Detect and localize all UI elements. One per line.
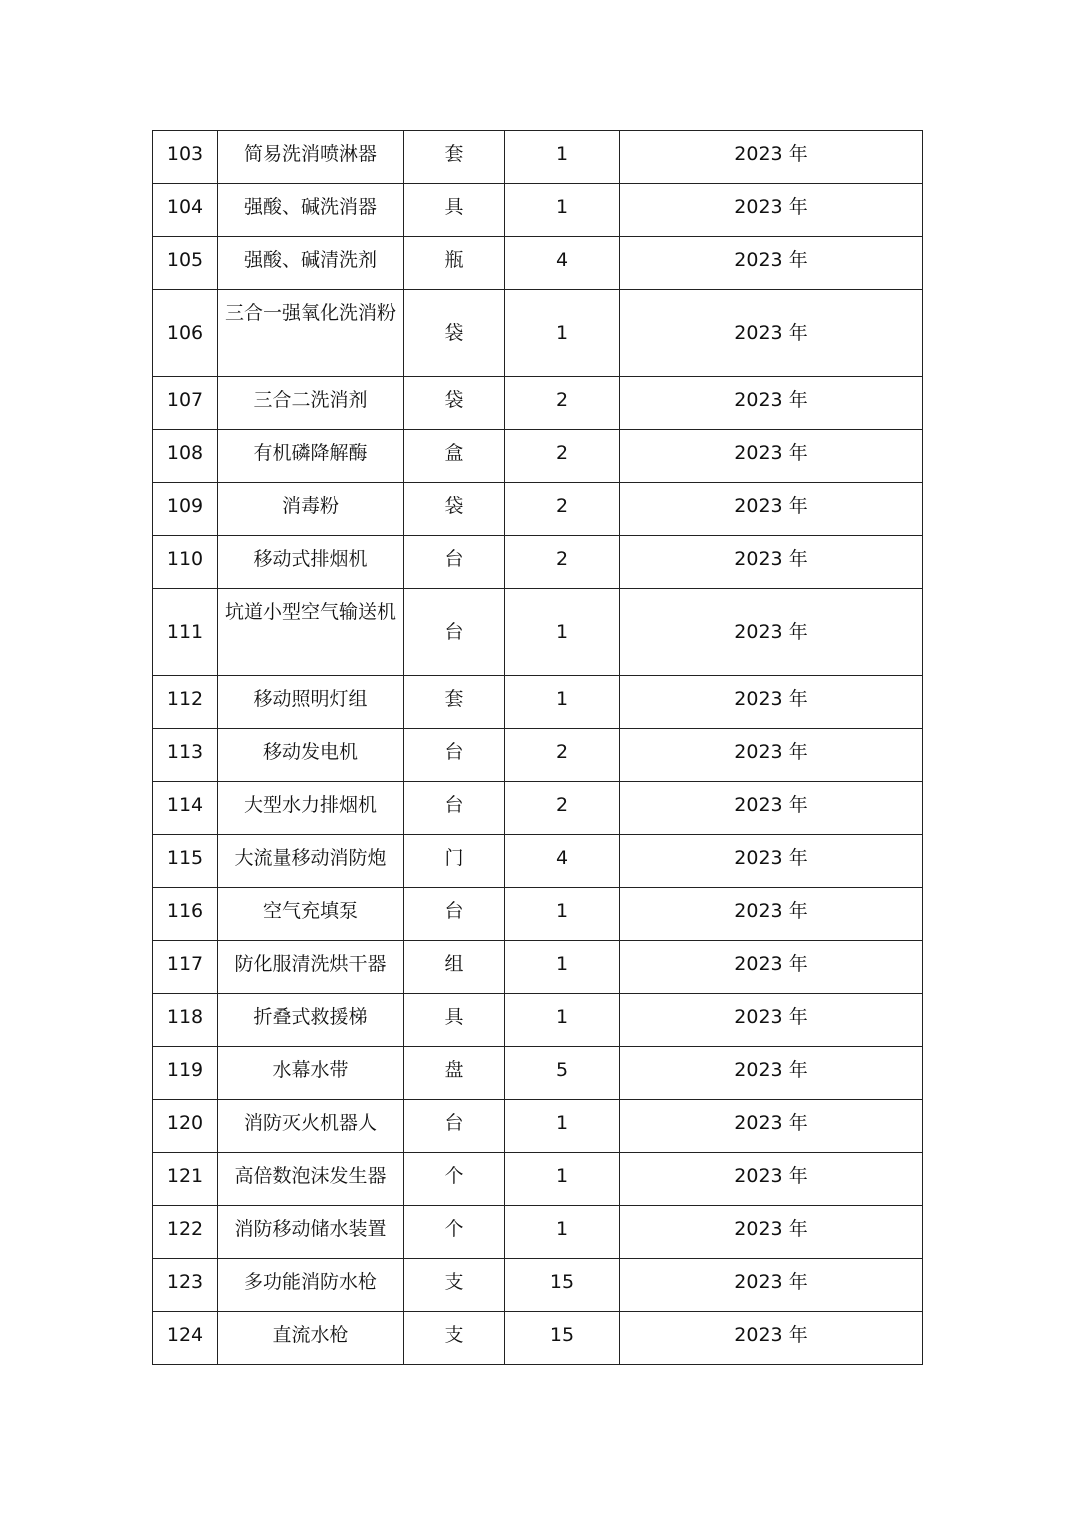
- table-row: [153, 1047, 923, 1100]
- equipment-name: 坑道小型空气输送机: [218, 589, 404, 676]
- quantity: 4: [505, 237, 620, 290]
- table-row: [153, 290, 923, 377]
- unit: 台: [404, 782, 505, 835]
- year: 2023 年: [620, 676, 923, 729]
- equipment-table: [152, 130, 923, 1365]
- row-number: 119: [153, 1047, 218, 1100]
- quantity: 15: [505, 1312, 620, 1365]
- quantity: 2: [505, 430, 620, 483]
- year: 2023 年: [620, 430, 923, 483]
- year: 2023 年: [620, 729, 923, 782]
- unit: 支: [404, 1312, 505, 1365]
- quantity: 4: [505, 835, 620, 888]
- equipment-table-body: [153, 131, 923, 1365]
- row-number: 104: [153, 184, 218, 237]
- table-row: [153, 430, 923, 483]
- year: 2023 年: [620, 1100, 923, 1153]
- year: 2023 年: [620, 941, 923, 994]
- equipment-name: 防化服清洗烘干器: [218, 941, 404, 994]
- year: 2023 年: [620, 290, 923, 377]
- year: 2023 年: [620, 131, 923, 184]
- row-number: 108: [153, 430, 218, 483]
- quantity: 1: [505, 1206, 620, 1259]
- year: 2023 年: [620, 888, 923, 941]
- unit: 组: [404, 941, 505, 994]
- year: 2023 年: [620, 1047, 923, 1100]
- quantity: 2: [505, 483, 620, 536]
- unit: 台: [404, 1100, 505, 1153]
- unit: 具: [404, 994, 505, 1047]
- row-number: 121: [153, 1153, 218, 1206]
- table-row: [153, 1100, 923, 1153]
- quantity: 1: [505, 941, 620, 994]
- row-number: 106: [153, 290, 218, 377]
- table-row: [153, 184, 923, 237]
- row-number: 112: [153, 676, 218, 729]
- unit: 套: [404, 676, 505, 729]
- quantity: 15: [505, 1259, 620, 1312]
- row-number: 120: [153, 1100, 218, 1153]
- equipment-name: 强酸、碱洗消器: [218, 184, 404, 237]
- year: 2023 年: [620, 782, 923, 835]
- table-row: [153, 1153, 923, 1206]
- table-row: [153, 131, 923, 184]
- unit: 袋: [404, 377, 505, 430]
- unit: 盘: [404, 1047, 505, 1100]
- equipment-name: 高倍数泡沫发生器: [218, 1153, 404, 1206]
- equipment-name: 水幕水带: [218, 1047, 404, 1100]
- unit: 支: [404, 1259, 505, 1312]
- equipment-name: 大流量移动消防炮: [218, 835, 404, 888]
- equipment-name: 消防灭火机器人: [218, 1100, 404, 1153]
- year: 2023 年: [620, 1153, 923, 1206]
- row-number: 124: [153, 1312, 218, 1365]
- quantity: 1: [505, 290, 620, 377]
- quantity: 1: [505, 184, 620, 237]
- unit: 台: [404, 589, 505, 676]
- unit: 盒: [404, 430, 505, 483]
- row-number: 118: [153, 994, 218, 1047]
- equipment-name: 消毒粉: [218, 483, 404, 536]
- unit: 门: [404, 835, 505, 888]
- quantity: 2: [505, 536, 620, 589]
- table-row: [153, 1312, 923, 1365]
- table-row: [153, 483, 923, 536]
- quantity: 1: [505, 888, 620, 941]
- year: 2023 年: [620, 1312, 923, 1365]
- equipment-name: 折叠式救援梯: [218, 994, 404, 1047]
- unit: 具: [404, 184, 505, 237]
- table-row: [153, 589, 923, 676]
- quantity: 1: [505, 676, 620, 729]
- equipment-name: 三合二洗消剂: [218, 377, 404, 430]
- table-row: [153, 835, 923, 888]
- quantity: 2: [505, 782, 620, 835]
- row-number: 113: [153, 729, 218, 782]
- unit: 袋: [404, 290, 505, 377]
- equipment-name: 移动照明灯组: [218, 676, 404, 729]
- quantity: 1: [505, 994, 620, 1047]
- quantity: 5: [505, 1047, 620, 1100]
- row-number: 117: [153, 941, 218, 994]
- table-row: [153, 782, 923, 835]
- equipment-name: 三合一强氧化洗消粉: [218, 290, 404, 377]
- table-row: [153, 536, 923, 589]
- quantity: 1: [505, 1100, 620, 1153]
- table-row: [153, 941, 923, 994]
- row-number: 122: [153, 1206, 218, 1259]
- equipment-name: 有机磷降解酶: [218, 430, 404, 483]
- equipment-name: 空气充填泵: [218, 888, 404, 941]
- year: 2023 年: [620, 1206, 923, 1259]
- row-number: 116: [153, 888, 218, 941]
- table-row: [153, 1259, 923, 1312]
- year: 2023 年: [620, 483, 923, 536]
- row-number: 109: [153, 483, 218, 536]
- quantity: 2: [505, 377, 620, 430]
- table-row: [153, 676, 923, 729]
- row-number: 123: [153, 1259, 218, 1312]
- row-number: 107: [153, 377, 218, 430]
- row-number: 115: [153, 835, 218, 888]
- year: 2023 年: [620, 835, 923, 888]
- table-row: [153, 729, 923, 782]
- table-row: [153, 237, 923, 290]
- year: 2023 年: [620, 377, 923, 430]
- equipment-name: 大型水力排烟机: [218, 782, 404, 835]
- year: 2023 年: [620, 184, 923, 237]
- table-row: [153, 888, 923, 941]
- equipment-name: 强酸、碱清洗剂: [218, 237, 404, 290]
- equipment-name: 移动发电机: [218, 729, 404, 782]
- unit: 瓶: [404, 237, 505, 290]
- quantity: 2: [505, 729, 620, 782]
- unit: 台: [404, 729, 505, 782]
- quantity: 1: [505, 131, 620, 184]
- row-number: 105: [153, 237, 218, 290]
- table-row: [153, 377, 923, 430]
- quantity: 1: [505, 1153, 620, 1206]
- unit: 个: [404, 1206, 505, 1259]
- year: 2023 年: [620, 589, 923, 676]
- row-number: 111: [153, 589, 218, 676]
- year: 2023 年: [620, 994, 923, 1047]
- equipment-name: 消防移动储水装置: [218, 1206, 404, 1259]
- unit: 台: [404, 536, 505, 589]
- equipment-name: 移动式排烟机: [218, 536, 404, 589]
- table-row: [153, 1206, 923, 1259]
- year: 2023 年: [620, 237, 923, 290]
- unit: 袋: [404, 483, 505, 536]
- equipment-name: 简易洗消喷淋器: [218, 131, 404, 184]
- equipment-name: 直流水枪: [218, 1312, 404, 1365]
- row-number: 103: [153, 131, 218, 184]
- year: 2023 年: [620, 536, 923, 589]
- unit: 台: [404, 888, 505, 941]
- equipment-name: 多功能消防水枪: [218, 1259, 404, 1312]
- unit: 套: [404, 131, 505, 184]
- table-row: [153, 994, 923, 1047]
- unit: 个: [404, 1153, 505, 1206]
- year: 2023 年: [620, 1259, 923, 1312]
- row-number: 114: [153, 782, 218, 835]
- row-number: 110: [153, 536, 218, 589]
- quantity: 1: [505, 589, 620, 676]
